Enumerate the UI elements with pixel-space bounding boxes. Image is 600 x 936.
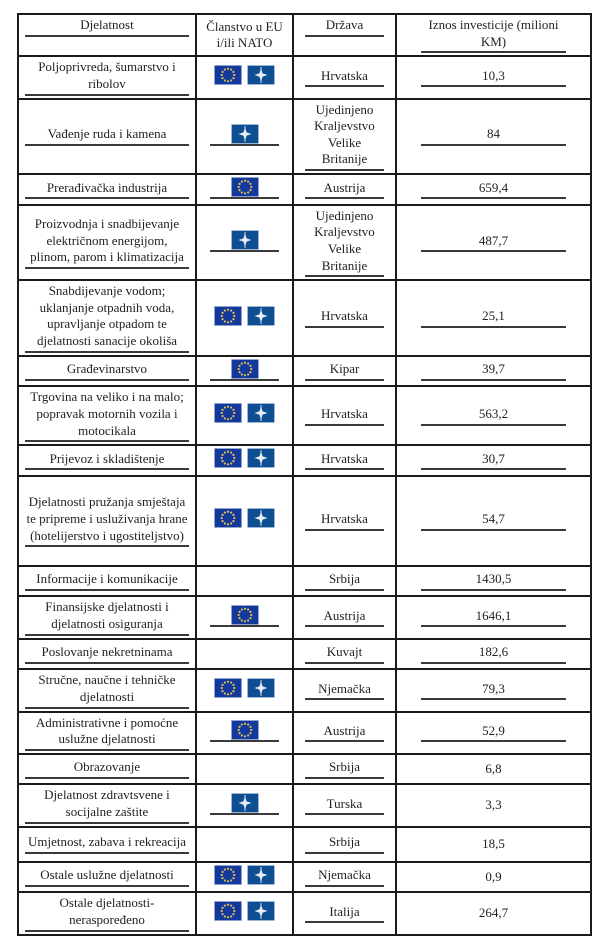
- nato-flag-icon: [231, 793, 259, 813]
- activity-label: Finansijske djelatnosti i djelatnosti osiguranja: [25, 599, 188, 635]
- membership-flags: [214, 508, 275, 528]
- activity-label: Vađenje ruda i kamena: [25, 126, 188, 146]
- membership-cell: [196, 99, 293, 175]
- activity-cell: [18, 280, 196, 356]
- amount-cell: [396, 712, 591, 754]
- amount-cell: [396, 386, 591, 445]
- activity-cell: [18, 56, 196, 98]
- country-label: Ujedinjeno Kraljevstvo Velike Britanije: [305, 208, 385, 278]
- amount-value: 264,7: [478, 905, 509, 921]
- eu-flag-icon: [214, 448, 242, 468]
- country-label: Hrvatska: [305, 406, 385, 426]
- table-row: [18, 892, 591, 934]
- activity-cell: [18, 669, 196, 711]
- activity-label: Građevinarstvo: [25, 361, 188, 381]
- country-label: Turska: [305, 796, 385, 816]
- activity-label: Djelatnost zdravtsvene i socijalne zaštite: [25, 787, 188, 823]
- activity-cell: [18, 596, 196, 638]
- nato-flag-icon: [247, 678, 275, 698]
- membership-flags: [214, 65, 275, 85]
- amount-value: 659,4: [421, 180, 567, 200]
- country-cell: [293, 639, 396, 670]
- country-cell: [293, 862, 396, 893]
- country-label: Kuvajt: [305, 644, 385, 664]
- table-row: [18, 356, 591, 387]
- column-header-label: Iznos investicije (milioni KM): [421, 17, 567, 53]
- amount-cell: [396, 174, 591, 205]
- activity-label: Prijevoz i skladištenje: [25, 451, 188, 471]
- eu-flag-icon: [214, 306, 242, 326]
- activity-cell: [18, 445, 196, 476]
- country-label: Srbija: [305, 571, 385, 591]
- amount-cell: [396, 862, 591, 893]
- country-label: Austrija: [305, 180, 385, 200]
- country-cell: [293, 174, 396, 205]
- membership-cell: [196, 566, 293, 597]
- amount-cell: [396, 669, 591, 711]
- amount-value: 10,3: [421, 68, 567, 88]
- activity-cell: [18, 862, 196, 893]
- activity-cell: [18, 784, 196, 826]
- nato-flag-icon: [247, 403, 275, 423]
- column-header-drzava: [293, 14, 396, 56]
- country-cell: [293, 56, 396, 98]
- amount-value: 1430,5: [421, 571, 567, 591]
- country-label: Srbija: [305, 834, 385, 854]
- amount-cell: [396, 639, 591, 670]
- activity-label: Prerađivačka industrija: [25, 180, 188, 200]
- membership-cell: [196, 827, 293, 862]
- country-cell: [293, 386, 396, 445]
- eu-flag-icon: [214, 65, 242, 85]
- activity-label: Snabdijevanje vodom; uklanjanje otpadnih voda, upravljanje otpadom te djelatnosti sanacije okoliša: [25, 283, 188, 353]
- country-label: Hrvatska: [305, 511, 385, 531]
- membership-flags: [210, 177, 279, 199]
- membership-flags: [214, 678, 275, 698]
- table-row: [18, 476, 591, 566]
- amount-value: 3,3: [485, 797, 502, 813]
- country-cell: [293, 754, 396, 785]
- amount-cell: [396, 566, 591, 597]
- activity-label: Trgovina na veliko i na malo; popravak motornih vozila i motocikala: [25, 389, 188, 442]
- activity-cell: [18, 712, 196, 754]
- column-header-iznos: [396, 14, 591, 56]
- activity-label: Administrativne i pomoćne uslužne djelatnosti: [25, 715, 188, 751]
- activity-cell: [18, 356, 196, 387]
- activity-label: Proizvodnja i snadbijevanje električnom energijom, plinom, parom i klimatizacija: [25, 216, 188, 269]
- country-label: Hrvatska: [305, 68, 385, 88]
- activity-label: Poljoprivreda, šumarstvo i ribolov: [25, 59, 188, 95]
- table-row: [18, 639, 591, 670]
- eu-flag-icon: [231, 359, 259, 379]
- eu-flag-icon: [214, 403, 242, 423]
- activity-label: Poslovanje nekretninama: [25, 644, 188, 664]
- country-label: Austrija: [305, 723, 385, 743]
- country-label: Njemačka: [305, 681, 385, 701]
- membership-cell: [196, 712, 293, 754]
- activity-cell: [18, 754, 196, 785]
- country-cell: [293, 596, 396, 638]
- activity-label: Informacije i komunikacije: [25, 571, 188, 591]
- column-header-djelatnost: [18, 14, 196, 56]
- membership-cell: [196, 174, 293, 205]
- table-row: [18, 56, 591, 98]
- country-cell: [293, 784, 396, 826]
- amount-value: 1646,1: [421, 608, 567, 628]
- country-cell: [293, 205, 396, 281]
- country-label: Ujedinjeno Kraljevstvo Velike Britanije: [305, 102, 385, 172]
- activity-cell: [18, 639, 196, 670]
- nato-flag-icon: [231, 124, 259, 144]
- membership-flags: [210, 720, 279, 742]
- country-cell: [293, 827, 396, 862]
- amount-cell: [396, 892, 591, 934]
- country-label: Italija: [305, 904, 385, 924]
- eu-flag-icon: [214, 865, 242, 885]
- column-header-label: Članstvo u EU i/ili NATO: [206, 18, 283, 51]
- country-label: Srbija: [305, 759, 385, 779]
- membership-cell: [196, 596, 293, 638]
- membership-cell: [196, 476, 293, 566]
- eu-flag-icon: [231, 605, 259, 625]
- membership-cell: [196, 862, 293, 893]
- country-cell: [293, 99, 396, 175]
- membership-cell: [196, 56, 293, 98]
- investment-table: [17, 13, 592, 936]
- table-row: [18, 280, 591, 356]
- table-row: [18, 99, 591, 175]
- country-label: Hrvatska: [305, 451, 385, 471]
- activity-cell: [18, 174, 196, 205]
- activity-label: Djelatnosti pružanja smještaja te pripreme i usluživanja hrane (hotelijerstvo i ugostiteljstvo): [25, 494, 188, 547]
- country-cell: [293, 445, 396, 476]
- activity-cell: [18, 205, 196, 281]
- amount-cell: [396, 596, 591, 638]
- amount-cell: [396, 754, 591, 785]
- membership-cell: [196, 754, 293, 785]
- country-cell: [293, 356, 396, 387]
- country-label: Njemačka: [305, 867, 385, 887]
- amount-cell: [396, 827, 591, 862]
- membership-flags: [214, 403, 275, 423]
- membership-cell: [196, 205, 293, 281]
- nato-flag-icon: [231, 230, 259, 250]
- amount-value: 182,6: [421, 644, 567, 664]
- amount-cell: [396, 476, 591, 566]
- eu-flag-icon: [231, 720, 259, 740]
- membership-cell: [196, 280, 293, 356]
- amount-value: 52,9: [421, 723, 567, 743]
- country-cell: [293, 280, 396, 356]
- membership-flags: [214, 865, 275, 885]
- amount-value: 563,2: [421, 406, 567, 426]
- activity-label: Umjetnost, zabava i rekreacija: [25, 834, 188, 854]
- eu-flag-icon: [214, 901, 242, 921]
- amount-value: 487,7: [421, 233, 567, 253]
- membership-cell: [196, 669, 293, 711]
- membership-flags: [210, 793, 279, 815]
- amount-value: 30,7: [421, 451, 567, 471]
- membership-flags: [210, 605, 279, 627]
- amount-value: 25,1: [421, 308, 567, 328]
- table-row: [18, 754, 591, 785]
- activity-label: Ostale uslužne djelatnosti: [25, 867, 188, 887]
- activity-cell: [18, 99, 196, 175]
- amount-cell: [396, 56, 591, 98]
- amount-cell: [396, 356, 591, 387]
- country-label: Hrvatska: [305, 308, 385, 328]
- activity-label: Stručne, naučne i tehničke djelatnosti: [25, 672, 188, 708]
- amount-cell: [396, 784, 591, 826]
- nato-flag-icon: [247, 65, 275, 85]
- membership-cell: [196, 784, 293, 826]
- membership-cell: [196, 356, 293, 387]
- table-row: [18, 669, 591, 711]
- activity-cell: [18, 566, 196, 597]
- amount-value: 39,7: [421, 361, 567, 381]
- amount-value: 79,3: [421, 681, 567, 701]
- nato-flag-icon: [247, 865, 275, 885]
- amount-cell: [396, 445, 591, 476]
- column-header-clanstvo: [196, 14, 293, 56]
- table-row: [18, 712, 591, 754]
- country-cell: [293, 669, 396, 711]
- country-cell: [293, 712, 396, 754]
- nato-flag-icon: [247, 306, 275, 326]
- activity-cell: [18, 386, 196, 445]
- membership-flags: [214, 306, 275, 326]
- membership-cell: [196, 386, 293, 445]
- table-row: [18, 596, 591, 638]
- country-cell: [293, 892, 396, 934]
- membership-flags: [214, 901, 275, 921]
- activity-label: Obrazovanje: [25, 759, 188, 779]
- country-label: Kipar: [305, 361, 385, 381]
- table-row: [18, 386, 591, 445]
- membership-flags: [214, 448, 275, 468]
- eu-flag-icon: [231, 177, 259, 197]
- country-label: Austrija: [305, 608, 385, 628]
- eu-flag-icon: [214, 508, 242, 528]
- amount-value: 0,9: [485, 868, 502, 884]
- table-row: [18, 445, 591, 476]
- membership-cell: [196, 445, 293, 476]
- table-row: [18, 566, 591, 597]
- activity-cell: [18, 892, 196, 934]
- amount-value: 18,5: [482, 835, 505, 851]
- country-cell: [293, 566, 396, 597]
- amount-value: 54,7: [421, 511, 567, 531]
- eu-flag-icon: [214, 678, 242, 698]
- table-row: [18, 174, 591, 205]
- activity-cell: [18, 476, 196, 566]
- table-row: [18, 862, 591, 893]
- table-row: [18, 205, 591, 281]
- nato-flag-icon: [247, 901, 275, 921]
- amount-value: 6,8: [485, 760, 502, 776]
- membership-flags: [210, 124, 279, 146]
- nato-flag-icon: [247, 508, 275, 528]
- amount-cell: [396, 280, 591, 356]
- nato-flag-icon: [247, 448, 275, 468]
- activity-cell: [18, 827, 196, 862]
- membership-flags: [210, 230, 279, 252]
- amount-cell: [396, 99, 591, 175]
- header-row: [18, 14, 591, 56]
- column-header-label: Djelatnost: [25, 17, 188, 37]
- amount-value: 84: [421, 126, 567, 146]
- country-cell: [293, 476, 396, 566]
- amount-cell: [396, 205, 591, 281]
- membership-flags: [210, 359, 279, 381]
- table-row: [18, 784, 591, 826]
- membership-cell: [196, 892, 293, 934]
- activity-label: Ostale djelatnosti-neraspoređeno: [25, 895, 188, 931]
- membership-cell: [196, 639, 293, 670]
- table-row: [18, 827, 591, 862]
- column-header-label: Država: [305, 17, 385, 37]
